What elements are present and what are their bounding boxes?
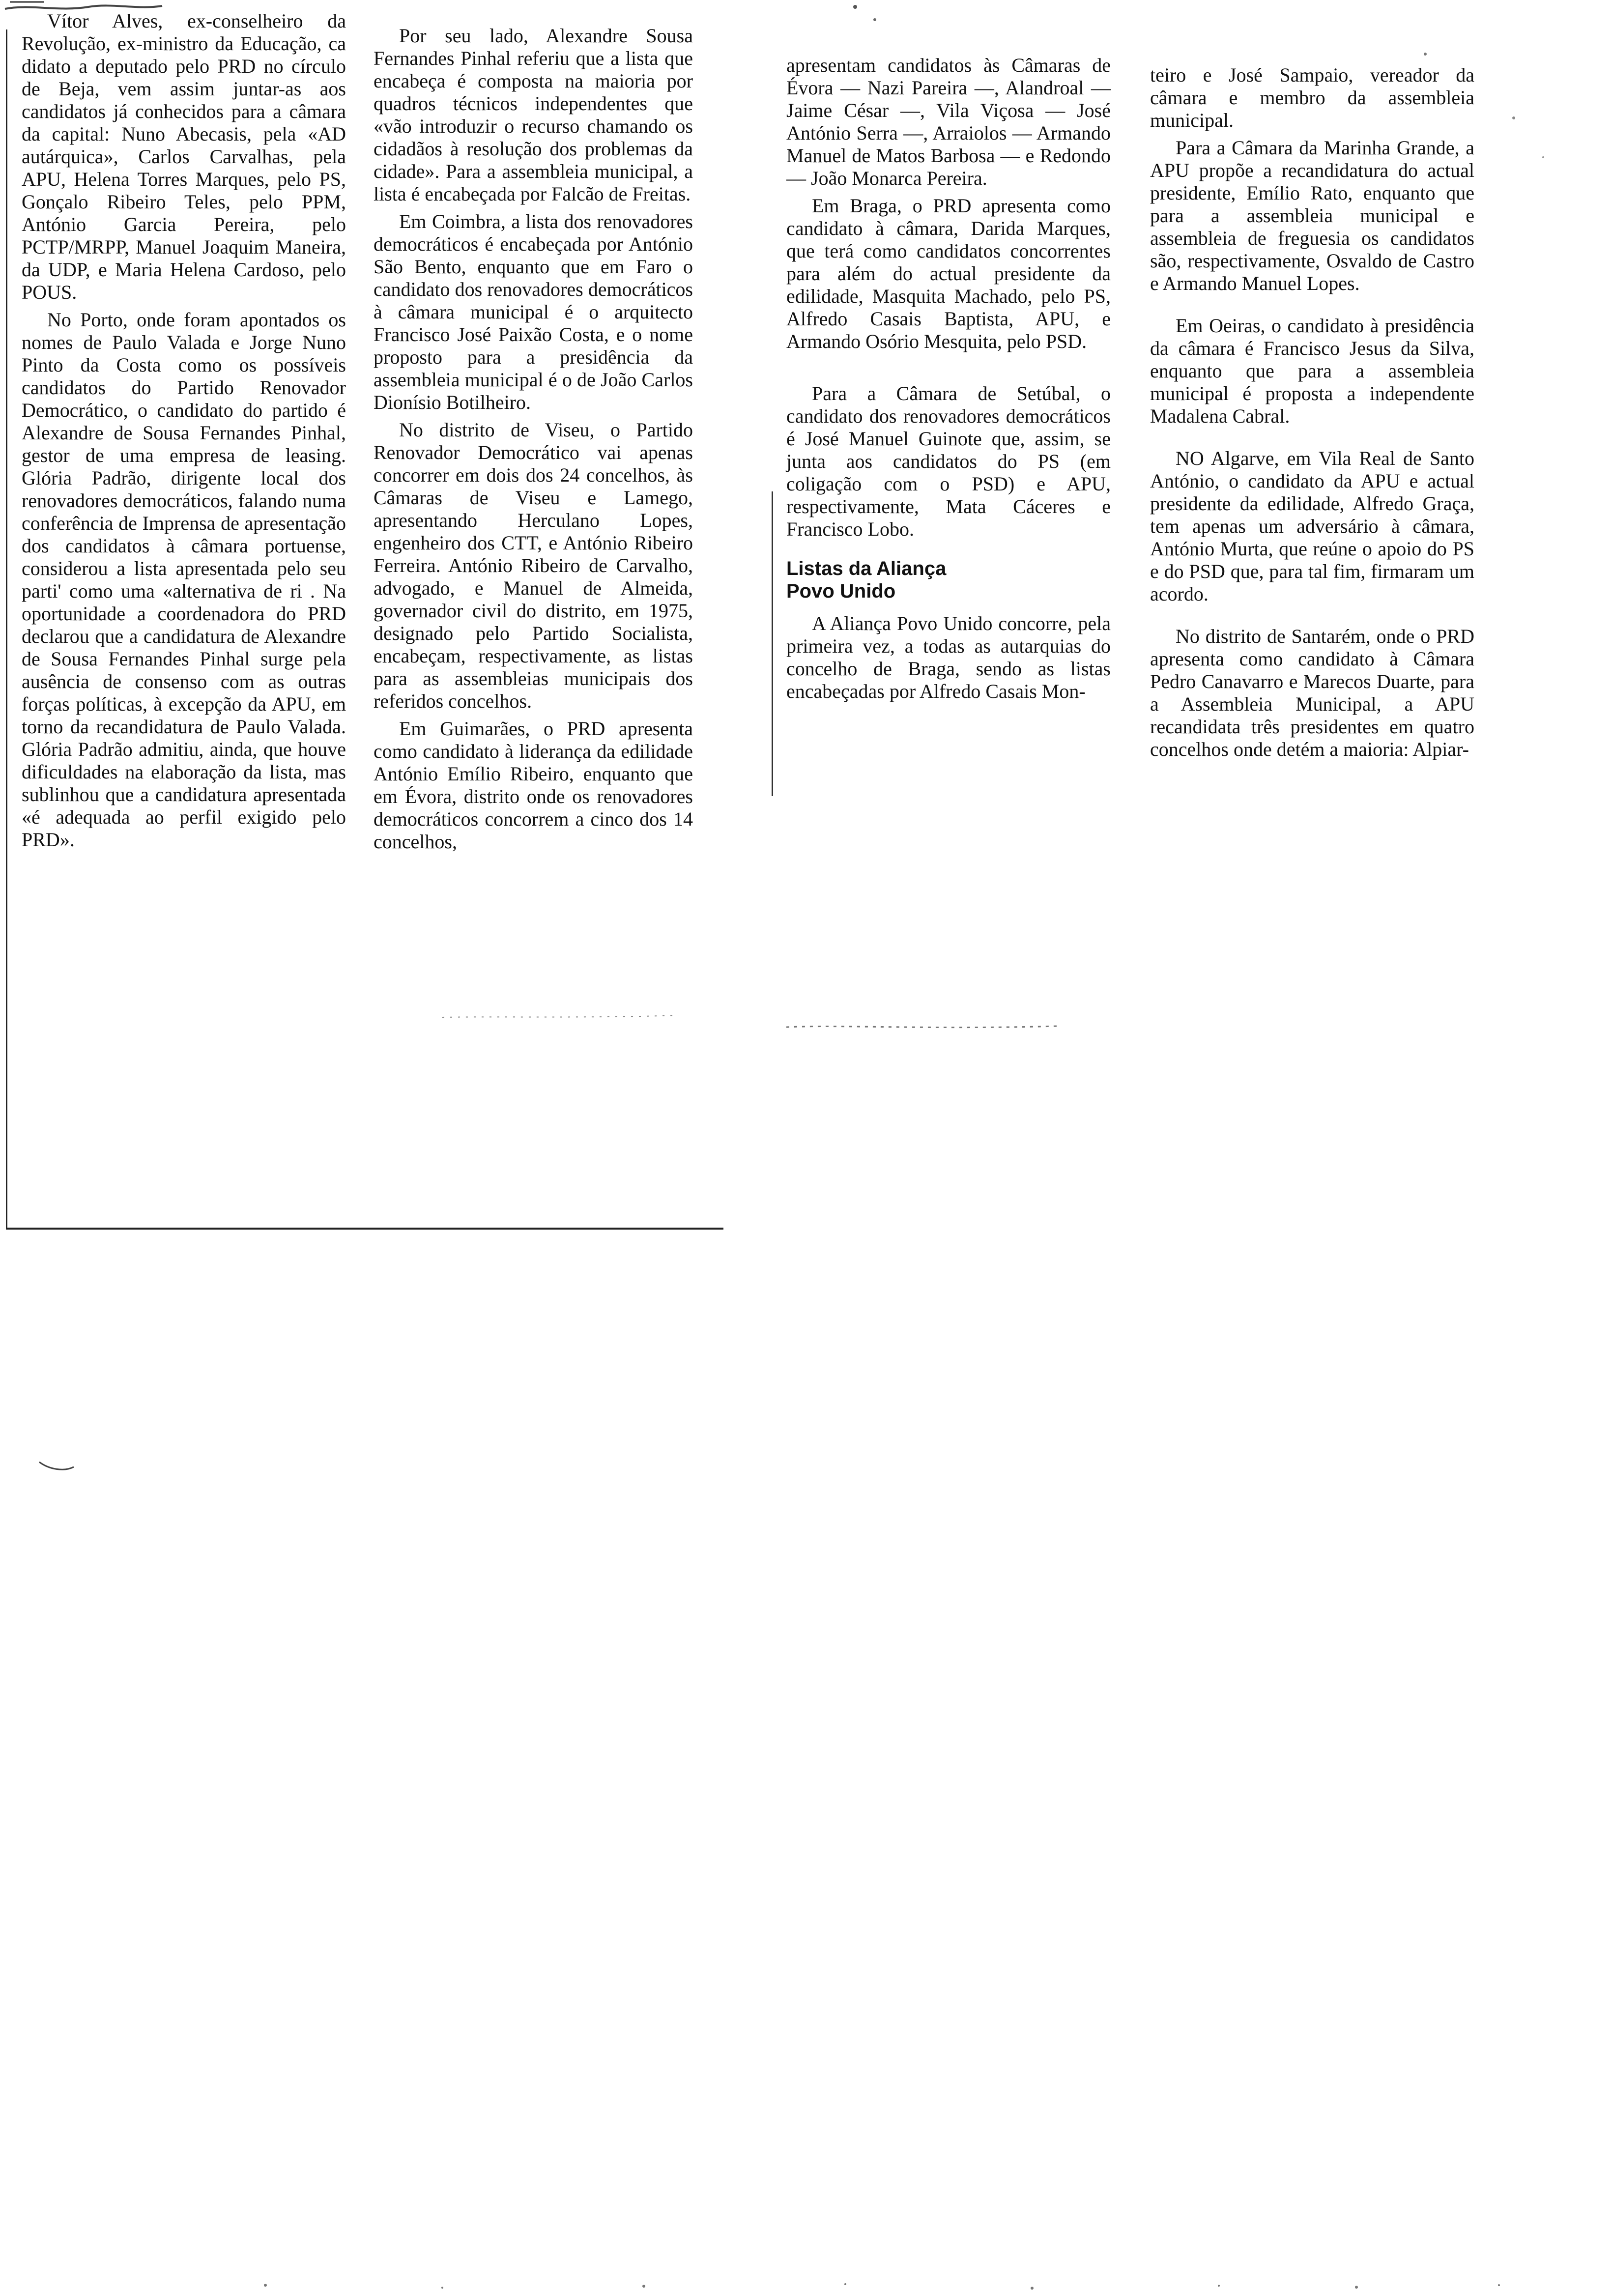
scan-smudge-top bbox=[5, 5, 162, 9]
article-paragraph: NO Algarve, em Vila Real de Santo António, o candidato da APU e actual presidente da edilidade, Alfredo Graça, tem apenas um adversário à câmara, António Murta, que reúne o apoio do PS e do PSD que, para tal fim, firmaram um acordo. bbox=[1150, 447, 1474, 605]
article-paragraph: apresentam candidatos às Câmaras de Évora — Nazi Pareira —, Alandroal — Jaime César —, Vila Viçosa — José António Serra —, Arraiolos — Armando Manuel de Matos Barbosa — e Redondo — João Monarca Pereira. bbox=[786, 54, 1111, 189]
article-column-1 bbox=[22, 10, 346, 851]
article-paragraph: Para a Câmara da Marinha Grande, a APU propõe a recandidatura do actual presidente, Emílio Rato, enquanto que para a assembleia municipal e assembleia de freguesia os candidatos são, respectivamente, Osvaldo de Castro e Armando Manuel Lopes. bbox=[1150, 137, 1474, 294]
section-subheading bbox=[786, 557, 1111, 603]
article-column-2 bbox=[374, 25, 693, 853]
article-paragraph: Vítor Alves, ex-conselheiro da Revolução, ex-ministro da Educação, ca didato a deputado pelo PRD no círculo de Beja, vem assim juntar-as aos candidatos já conhecidos para a câmara da capital: Nuno Abecasis, pela «AD autárquica», Carlos Carvalhas, pela APU, Helena Torres Marques, pelo PS, Gonçalo Ribeiro Teles, pelo PPM, António Garcia Pereira, pelo PCTP/MRPP, Manuel Joaquim Maneira, da UDP, e Maria Helena Cardoso, pelo POUS. bbox=[22, 10, 346, 303]
article-column-4 bbox=[1150, 64, 1474, 761]
article-paragraph: Em Braga, o PRD apresenta como candidato à câmara, Darida Marques, que terá como candidatos concorrentes para além do actual presidente da edilidade, Masquita Machado, pelo PS, Alfredo Casais Baptista, APU, e Armando Osório Mesquita, pelo PSD. bbox=[786, 195, 1111, 352]
article-paragraph: teiro e José Sampaio, vereador da câmara e membro da assembleia municipal. bbox=[1150, 64, 1474, 131]
article-column-3 bbox=[786, 54, 1111, 703]
scan-mark-left bbox=[39, 1462, 74, 1469]
column-rule-left bbox=[6, 29, 7, 1229]
subheading-line: Listas da Aliança bbox=[786, 558, 947, 579]
column-rule-bottom bbox=[6, 1228, 723, 1230]
article-paragraph: Em Oeiras, o candidato à presidência da câmara é Francisco Jesus da Silva, enquanto que para a assembleia municipal é proposta a independente Madalena Cabral. bbox=[1150, 315, 1474, 427]
article-paragraph: No distrito de Santarém, onde o PRD apresenta como candidato à Câmara Pedro Canavarro e Marecos Duarte, para a Assembleia Municipal, a APU recandidata três presidentes em quatro concelhos onde detém a maioria: Alpiar- bbox=[1150, 625, 1474, 760]
article-paragraph: No distrito de Viseu, o Partido Renovador Democrático vai apenas concorrer em dois dos 24 concelhos, às Câmaras de Viseu e Lamego, apresentando Herculano Lopes, engenheiro dos CTT, e António Ribeiro Ferreira. António Ribeiro de Carvalho, advogado, e Manuel de Almeida, governador civil do distrito, em 1975, designado pelo Partido Socialista, encabeçam, respectivamente, as listas para as assembleias municipais dos referidos concelhos. bbox=[374, 419, 693, 712]
subheading-line: Povo Unido bbox=[786, 580, 896, 602]
box-rule-left bbox=[772, 491, 773, 796]
article-paragraph: Em Coimbra, a lista dos renovadores democráticos é encabeçada por António São Bento, enquanto que em Faro o candidato dos renovadores democráticos à câmara municipal é o arquitecto Francisco José Paixão Costa, e o nome proposto para a presidência da assembleia municipal é o de João Carlos Dionísio Botilheiro. bbox=[374, 210, 693, 413]
article-paragraph: Para a Câmara de Setúbal, o candidato dos renovadores democráticos é José Manuel Guinote que, assim, se junta aos candidatos do PS (em coligação com o PSD) e APU, respectivamente, Mata Cáceres e Francisco Lobo. bbox=[786, 382, 1111, 540]
article-paragraph: Por seu lado, Alexandre Sousa Fernandes Pinhal referiu que a lista que encabeça é composta na maioria por quadros técnicos independentes que «vão introduzir o recurso chamando os cidadãos à resolução dos problemas da cidade». Para a assembleia municipal, a lista é encabeçada por Falcão de Freitas. bbox=[374, 25, 693, 205]
article-paragraph: Em Guimarães, o PRD apresenta como candidato à liderança da edilidade António Emílio Ribeiro, enquanto que em Évora, distrito onde os renovadores democráticos concorrem a cinco dos 14 concelhos, bbox=[374, 718, 693, 853]
article-paragraph: No Porto, onde foram apontados os nomes de Paulo Valada e Jorge Nuno Pinto da Costa como os possíveis candidatos do Partido Renovador Democrático, o candidato do partido é Alexandre de Sousa Fernandes Pinhal, gestor de uma empresa de leasing. Glória Padrão, dirigente local dos renovadores democráticos, falando numa conferência de Imprensa de apresentação dos candidatos à câmara portuense, considerou a lista apresentada pelo seu parti' como uma «alternativa de ri . Na oportunidade a coordenadora do PRD declarou que a candidatura de Alexandre de Sousa Fernandes Pinhal surge pela ausência de consenso com as outras forças políticas, à excepção da APU, em torno da recandidatura de Paulo Valada. Glória Padrão admitiu, ainda, que houve dificuldades na elaboração da lista, mas sublinhou que a candidatura apresentada «é adequada ao perfil exigido pelo PRD». bbox=[22, 309, 346, 851]
article-paragraph: A Aliança Povo Unido concorre, pela primeira vez, a todas as autarquias do concelho de Braga, sendo as listas encabeçadas por Alfredo Casais Mon- bbox=[786, 612, 1111, 702]
